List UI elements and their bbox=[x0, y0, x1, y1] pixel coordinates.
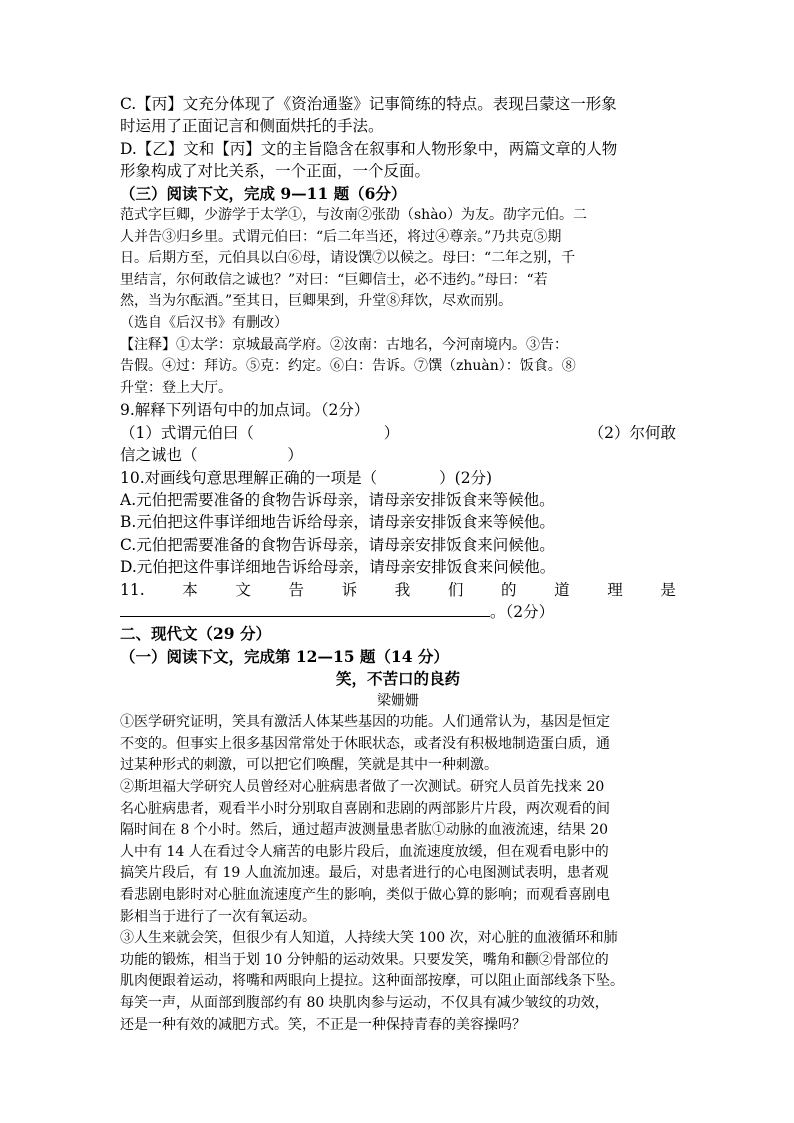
question-9: 9.解释下列语句中的加点词。（2分） bbox=[120, 401, 370, 420]
q11-score: 。（2分） bbox=[490, 603, 555, 622]
q10-option-c: C.元伯把需要准备的食物告诉母亲，请母亲安排饭食来问候他。 bbox=[120, 535, 555, 554]
question-10: 10.对画线句意思理解正确的一项是（ ）(2分) bbox=[120, 468, 493, 487]
q11-word: 我 bbox=[394, 580, 411, 599]
q11-word: 告 bbox=[288, 580, 305, 599]
option-c-line-2: 时运用了正面记言和侧面烘托的手法。 bbox=[120, 117, 384, 136]
note-line: 告假。④过：拜访。⑤克：约定。⑥白：告诉。⑦馔（zhuàn）：饭食。⑧ bbox=[120, 358, 576, 375]
q11-word: 道 bbox=[554, 580, 570, 599]
note-line: 【注释】①太学：京城最高学府。②汝南：古地名，今河南境内。③告： bbox=[120, 336, 568, 353]
paragraph-line: 每笑一声，从面部到腹部约有 80 块肌肉参与运动，不仅具有减少皱纹的功效， bbox=[120, 994, 609, 1011]
article-body bbox=[120, 712, 676, 1036]
classical-passage bbox=[120, 205, 676, 335]
article-title: 笑，不苦口的良药 bbox=[335, 669, 460, 689]
q10-option-b: B.元伯把这件事详细地告诉给母亲，请母亲安排饭食来等候他。 bbox=[120, 513, 555, 532]
passage-line: 人并告③归乡里。式谓元伯曰：“后二年当还，将过④尊亲。”乃共克⑤期 bbox=[120, 228, 562, 245]
q10-option-a: A.元伯把需要准备的食物告诉母亲，请母亲安排饭食来等候他。 bbox=[120, 491, 555, 509]
paragraph-line: ②斯坦福大学研究人员曾经对心脏病患者做了一次测试。研究人员首先找来 20 bbox=[120, 779, 605, 796]
passage-line: 范式字巨卿，少游学于太学①，与汝南②张劭（shào）为友。劭字元伯。二 bbox=[120, 207, 587, 224]
passage-line: 然，当为尔酝酒。”至其日，巨卿果到，升堂⑧拜饮，尽欢而别。 bbox=[120, 293, 513, 310]
paragraph-line: 搞笑片段后，有 19 人血流加速。最后，对患者进行的心电图测试表明，患者观 bbox=[120, 865, 609, 882]
q11-word: 是 bbox=[660, 580, 676, 599]
passage-line: 里结言，尔何敢信之诚也？”对曰：“巨卿信士，必不违约。”母曰：“若 bbox=[120, 271, 548, 288]
options-c-d bbox=[120, 93, 676, 183]
q11-word: 们 bbox=[447, 580, 464, 599]
article-author: 梁姗姗 bbox=[377, 692, 419, 709]
q9-2-cont: 信之诚也（ bbox=[120, 446, 198, 465]
passage-line: 日。后期方至，元伯具以白⑥母，请设馔⑦以候之。母曰：“二年之别，千 bbox=[120, 250, 576, 267]
paragraph-line: 人中有 14 人在看过令人痛苦的电影片段后，血流速度放缓，但在观看电影中的 bbox=[120, 843, 609, 860]
section-modern-subheading: （一）阅读下文，完成第 12—15 题（14 分） bbox=[120, 646, 449, 666]
q10-option-d: D.元伯把这件事详细地告诉给母亲，请母亲安排饭食来问候他。 bbox=[120, 558, 556, 577]
q11-word: 文 bbox=[235, 580, 251, 599]
question-9-part-2 bbox=[120, 444, 676, 466]
paragraph-line: 还是一种有效的减肥方式。笑，不正是一种保持青春的美容操吗？ bbox=[120, 1016, 526, 1033]
q9-1-close: ） bbox=[383, 423, 400, 442]
q11-word: 本 bbox=[182, 580, 198, 599]
question-10-options bbox=[120, 489, 676, 579]
paragraph-line: 隔时间在 8 个小时。然后，通过超声波测量患者肱①动脉的血液流速，结果 20 bbox=[120, 822, 609, 839]
q11-word: 11. bbox=[120, 580, 145, 599]
paragraph-line: 影相当于进行了一次有氧运动。 bbox=[120, 908, 316, 925]
q9-2-close: ） bbox=[287, 446, 303, 465]
option-c-line-1: C.【丙】文充分体现了《资治通鉴》记事简练的特点。表现吕蒙这一形象 bbox=[120, 95, 617, 113]
passage-source: （选自《后汉书》有删改） bbox=[120, 315, 288, 331]
paragraph-line: 不变的。但事实上很多基因常常处于休眠状态，或者没有积极地制造蛋白质，通 bbox=[120, 735, 610, 752]
note-line: 升堂：登上大厅。 bbox=[120, 379, 232, 396]
paragraph-line: ①医学研究证明，笑具有激活人体某些基因的功能。人们通常认为，基因是恒定 bbox=[120, 714, 610, 731]
q9-2-prompt: （2）尔何敢 bbox=[588, 423, 676, 442]
section-modern-heading: 二、现代文（29 分） bbox=[120, 624, 271, 644]
paragraph-line: 肌肉便跟着运动，将嘴和两眼向上提拉。这种面部按摩，可以阻止面部线条下坠。 bbox=[120, 973, 624, 990]
paragraph-line: 看悲剧电影时对心脏血流速度产生的影响，类似于做心算的影响；而观看喜剧电 bbox=[120, 887, 610, 903]
option-d-line-1: D.【乙】文和【丙】文的主旨隐含在叙事和人物形象中，两篇文章的人物 bbox=[120, 139, 618, 158]
q11-word: 诉 bbox=[341, 580, 358, 599]
question-11-answer-line bbox=[120, 601, 676, 623]
question-11 bbox=[120, 579, 676, 601]
question-9-part-1 bbox=[120, 422, 676, 444]
paragraph-line: 过某种形式的刺激，可以把它们唤醒，笑就是其中一种刺激。 bbox=[120, 757, 498, 774]
paragraph-line: 名心脏病患者，观看半小时分别取自喜剧和悲剧的两部影片片段，两次观看的间 bbox=[120, 800, 610, 817]
q11-word: 的 bbox=[501, 580, 517, 599]
q9-1-prompt: （1）式谓元伯曰（ bbox=[120, 423, 254, 442]
option-d-line-2: 形象构成了对比关系，一个正面，一个反面。 bbox=[120, 162, 431, 181]
q11-answer-blank[interactable] bbox=[120, 602, 490, 617]
paragraph-line: ③人生来就会笑，但很少有人知道，人持续大笑 100 次，对心脏的血液循环和肺 bbox=[120, 930, 618, 947]
section-3-heading: （三）阅读下文，完成 9—11 题（6分） bbox=[120, 183, 407, 203]
document-page bbox=[120, 93, 676, 1036]
q11-word: 理 bbox=[607, 580, 623, 599]
paragraph-line: 功能的锻炼，相当于划 10 分钟船的运动效果。只要发笑，嘴角和颧②骨部位的 bbox=[120, 951, 609, 968]
annotations bbox=[120, 335, 676, 400]
